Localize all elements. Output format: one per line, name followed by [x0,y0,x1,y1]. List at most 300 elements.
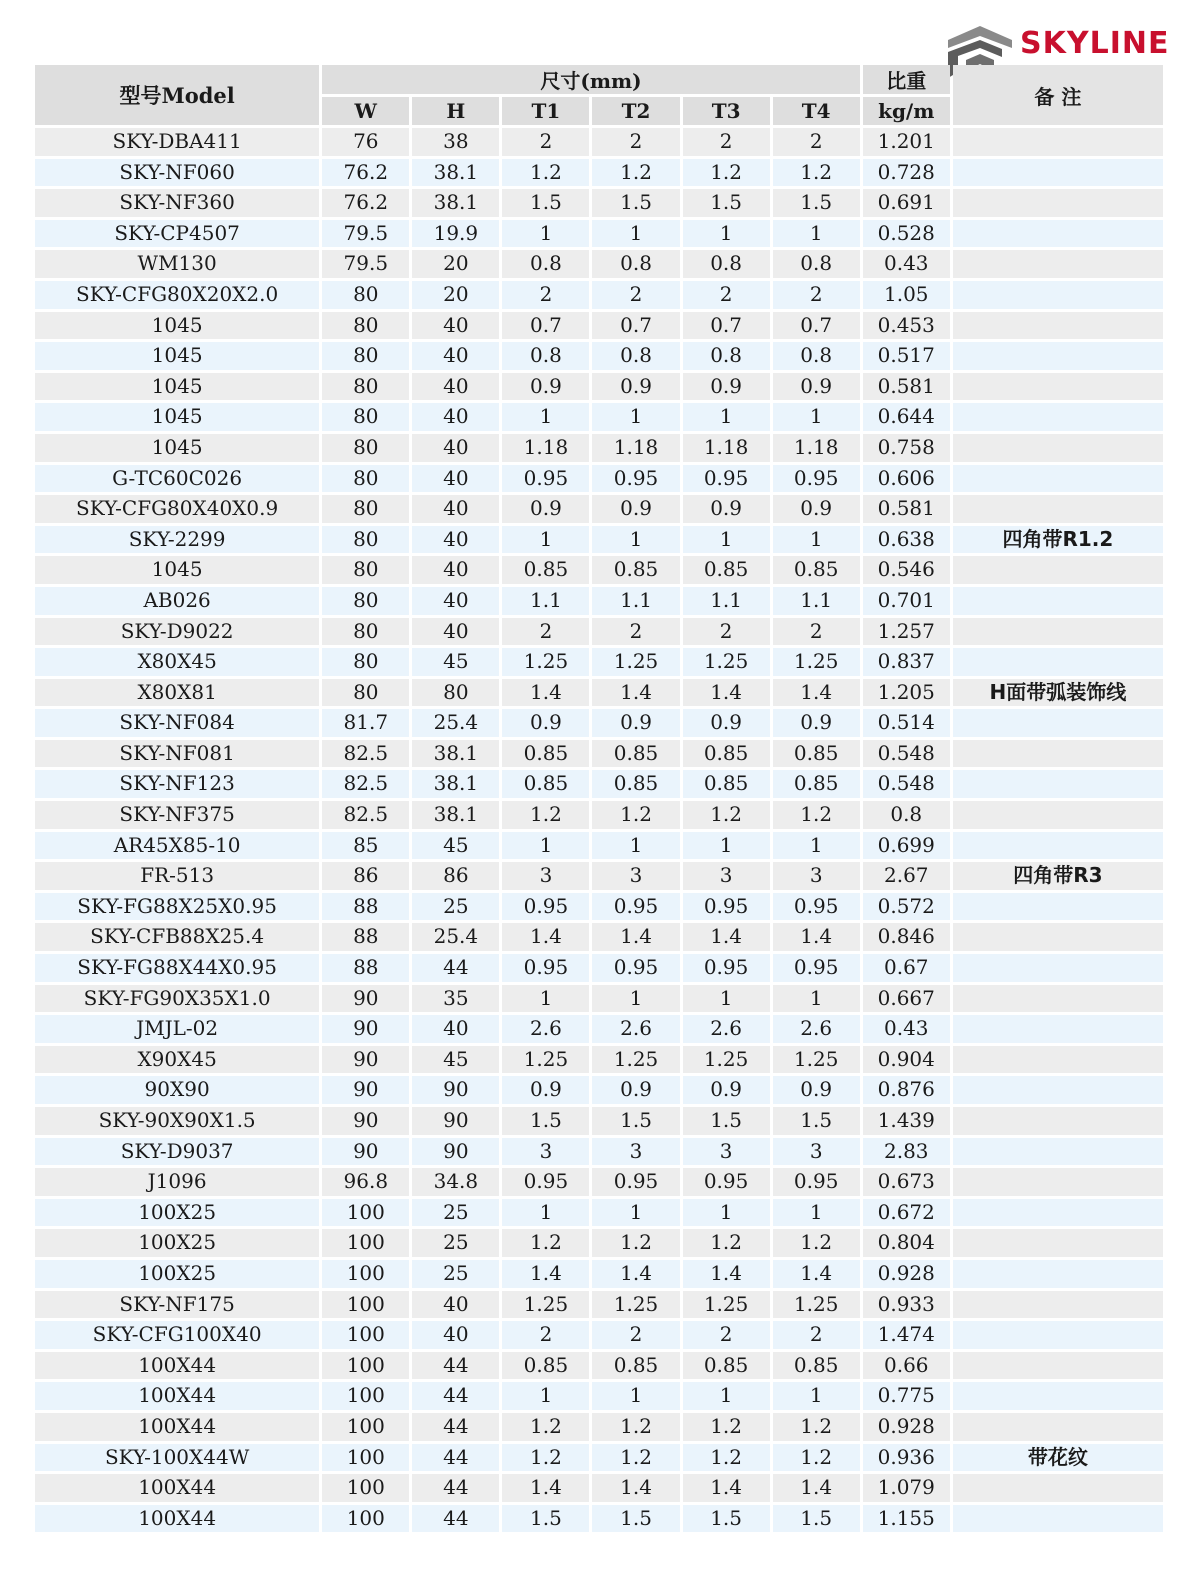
table-row [35,495,1163,523]
cell-note [953,770,1163,798]
cell-density: 1.439 [863,1107,950,1135]
cell-note [953,281,1163,309]
table-row [35,128,1163,156]
cell-t4: 1 [773,220,860,248]
cell-model: SKY-DBA411 [35,128,319,156]
cell-note [953,373,1163,401]
table-row [35,1505,1163,1533]
cell-model: 100X44 [35,1413,319,1441]
cell-t1: 1.5 [502,1505,589,1533]
cell-note [953,648,1163,676]
cell-density: 2.83 [863,1138,950,1166]
cell-t1: 2 [502,128,589,156]
cell-t1: 0.85 [502,740,589,768]
cell-t4: 2 [773,281,860,309]
cell-t1: 3 [502,862,589,890]
header-t4: T4 [773,97,860,125]
cell-note: 四角带R1.2 [953,526,1163,554]
header-model: 型号Model [35,65,319,125]
cell-t3: 1.2 [683,1229,770,1257]
cell-h: 40 [412,312,499,340]
table-row [35,556,1163,584]
cell-density: 0.528 [863,220,950,248]
cell-t3: 1.4 [683,1260,770,1288]
cell-w: 80 [322,618,409,646]
cell-model: SKY-NF360 [35,189,319,217]
cell-h: 40 [412,1015,499,1043]
cell-t4: 0.7 [773,312,860,340]
cell-t4: 1.4 [773,679,860,707]
cell-note [953,1199,1163,1227]
cell-t3: 1.2 [683,801,770,829]
table-row [35,1321,1163,1349]
table-row [35,1015,1163,1043]
table-row [35,862,1163,890]
cell-t1: 0.85 [502,556,589,584]
cell-t1: 0.9 [502,709,589,737]
cell-model: SKY-NF375 [35,801,319,829]
cell-h: 45 [412,648,499,676]
cell-t4: 1.2 [773,159,860,187]
cell-model: 100X25 [35,1260,319,1288]
cell-t1: 1.2 [502,159,589,187]
cell-model: SKY-NF123 [35,770,319,798]
cell-t2: 1 [592,985,679,1013]
cell-h: 35 [412,985,499,1013]
cell-w: 82.5 [322,770,409,798]
cell-h: 25.4 [412,923,499,951]
cell-t2: 1.4 [592,1474,679,1502]
cell-model: SKY-NF060 [35,159,319,187]
table-row [35,1076,1163,1104]
cell-note [953,985,1163,1013]
header-t2: T2 [592,97,679,125]
table-row [35,342,1163,370]
cell-t3: 1.4 [683,1474,770,1502]
cell-w: 80 [322,342,409,370]
cell-t3: 0.8 [683,342,770,370]
cell-t2: 1.2 [592,1413,679,1441]
cell-t4: 3 [773,1138,860,1166]
cell-t4: 1.4 [773,1474,860,1502]
cell-model: X80X81 [35,679,319,707]
cell-t3: 2 [683,618,770,646]
cell-h: 19.9 [412,220,499,248]
cell-t4: 1 [773,526,860,554]
cell-t1: 1.18 [502,434,589,462]
table-row [35,465,1163,493]
cell-h: 20 [412,281,499,309]
table-row [35,526,1163,554]
cell-w: 76.2 [322,159,409,187]
table-row [35,1413,1163,1441]
cell-w: 85 [322,832,409,860]
cell-t2: 1.25 [592,1046,679,1074]
cell-model: 100X25 [35,1199,319,1227]
cell-h: 38.1 [412,159,499,187]
cell-model: FR-513 [35,862,319,890]
cell-model: SKY-NF175 [35,1291,319,1319]
cell-t4: 1 [773,985,860,1013]
cell-h: 20 [412,250,499,278]
cell-t4: 0.9 [773,709,860,737]
cell-h: 40 [412,434,499,462]
cell-density: 0.638 [863,526,950,554]
cell-w: 96.8 [322,1168,409,1196]
cell-note [953,801,1163,829]
cell-t4: 1.2 [773,1229,860,1257]
cell-t3: 2 [683,128,770,156]
cell-t3: 1 [683,832,770,860]
cell-model: 1045 [35,403,319,431]
cell-w: 82.5 [322,740,409,768]
cell-note [953,740,1163,768]
cell-note [953,1168,1163,1196]
cell-t3: 0.85 [683,770,770,798]
cell-t1: 0.8 [502,250,589,278]
cell-t4: 2.6 [773,1015,860,1043]
cell-w: 100 [322,1260,409,1288]
cell-w: 86 [322,862,409,890]
cell-t1: 1.25 [502,648,589,676]
cell-model: 1045 [35,342,319,370]
cell-w: 90 [322,1046,409,1074]
table-row [35,709,1163,737]
cell-t1: 1.2 [502,801,589,829]
cell-w: 80 [322,403,409,431]
cell-h: 44 [412,1474,499,1502]
cell-t2: 2.6 [592,1015,679,1043]
cell-t4: 1 [773,1199,860,1227]
cell-t4: 1.18 [773,434,860,462]
cell-t4: 1.2 [773,1413,860,1441]
cell-model: JMJL-02 [35,1015,319,1043]
cell-model: X90X45 [35,1046,319,1074]
cell-density: 0.837 [863,648,950,676]
cell-t1: 2 [502,1321,589,1349]
table-row [35,434,1163,462]
cell-density: 0.581 [863,495,950,523]
cell-t2: 2 [592,281,679,309]
cell-t2: 1.2 [592,159,679,187]
cell-t3: 0.85 [683,556,770,584]
cell-t3: 1.4 [683,679,770,707]
cell-t2: 2 [592,618,679,646]
cell-note [953,923,1163,951]
cell-t3: 3 [683,862,770,890]
cell-model: 100X44 [35,1382,319,1410]
cell-note [953,1382,1163,1410]
cell-t2: 0.9 [592,373,679,401]
cell-h: 25 [412,893,499,921]
cell-model: SKY-NF084 [35,709,319,737]
cell-t4: 1.5 [773,189,860,217]
cell-h: 45 [412,1046,499,1074]
cell-t3: 1.5 [683,189,770,217]
cell-density: 0.933 [863,1291,950,1319]
table-row [35,1382,1163,1410]
cell-density: 0.758 [863,434,950,462]
cell-model: SKY-FG88X44X0.95 [35,954,319,982]
cell-w: 88 [322,923,409,951]
cell-t3: 0.95 [683,465,770,493]
cell-density: 0.876 [863,1076,950,1104]
cell-t3: 1.4 [683,923,770,951]
cell-h: 40 [412,403,499,431]
table-row [35,220,1163,248]
cell-t3: 0.9 [683,373,770,401]
table-row [35,648,1163,676]
cell-h: 44 [412,1505,499,1533]
cell-model: WM130 [35,250,319,278]
cell-h: 25 [412,1199,499,1227]
cell-density: 0.581 [863,373,950,401]
cell-density: 1.474 [863,1321,950,1349]
cell-density: 0.572 [863,893,950,921]
cell-t2: 1.4 [592,679,679,707]
cell-t2: 0.95 [592,465,679,493]
table-row [35,1352,1163,1380]
cell-h: 40 [412,495,499,523]
cell-density: 0.936 [863,1444,950,1472]
cell-t1: 0.95 [502,1168,589,1196]
cell-h: 40 [412,526,499,554]
cell-model: AR45X85-10 [35,832,319,860]
cell-t3: 2.6 [683,1015,770,1043]
table-header [35,65,1163,125]
cell-model: SKY-CFG80X20X2.0 [35,281,319,309]
cell-note [953,556,1163,584]
cell-note [953,1352,1163,1380]
cell-t1: 2 [502,281,589,309]
cell-w: 76.2 [322,189,409,217]
cell-note [953,403,1163,431]
table-body [35,128,1163,1532]
cell-w: 90 [322,985,409,1013]
cell-w: 80 [322,556,409,584]
cell-note [953,1138,1163,1166]
cell-note [953,1505,1163,1533]
cell-t1: 1 [502,220,589,248]
cell-w: 100 [322,1291,409,1319]
cell-note [953,465,1163,493]
cell-t2: 1.2 [592,1229,679,1257]
header-w: W [322,97,409,125]
table-row [35,740,1163,768]
cell-density: 0.514 [863,709,950,737]
cell-density: 0.546 [863,556,950,584]
cell-t2: 0.95 [592,954,679,982]
cell-w: 80 [322,465,409,493]
cell-w: 79.5 [322,220,409,248]
cell-t4: 1.4 [773,923,860,951]
table-row [35,832,1163,860]
cell-note [953,189,1163,217]
cell-note [953,587,1163,615]
cell-t2: 0.9 [592,495,679,523]
cell-t1: 0.95 [502,465,589,493]
cell-t1: 1 [502,985,589,1013]
cell-w: 79.5 [322,250,409,278]
cell-t1: 1.2 [502,1413,589,1441]
cell-w: 100 [322,1229,409,1257]
cell-note [953,1015,1163,1043]
cell-density: 0.606 [863,465,950,493]
cell-model: AB026 [35,587,319,615]
cell-note [953,954,1163,982]
cell-model: 1045 [35,312,319,340]
cell-t1: 3 [502,1138,589,1166]
spec-table [32,62,1166,1535]
cell-t1: 1.25 [502,1291,589,1319]
cell-note [953,128,1163,156]
cell-h: 25.4 [412,709,499,737]
cell-t1: 1.25 [502,1046,589,1074]
cell-t3: 1.2 [683,1444,770,1472]
cell-h: 40 [412,618,499,646]
table-row [35,1138,1163,1166]
table-row [35,985,1163,1013]
table-row [35,770,1163,798]
cell-t4: 1.25 [773,1046,860,1074]
cell-model: 90X90 [35,1076,319,1104]
cell-note [953,832,1163,860]
cell-t4: 0.85 [773,1352,860,1380]
cell-t4: 1.4 [773,1260,860,1288]
cell-w: 90 [322,1015,409,1043]
cell-t4: 0.95 [773,1168,860,1196]
cell-w: 90 [322,1107,409,1135]
cell-w: 81.7 [322,709,409,737]
cell-density: 0.701 [863,587,950,615]
cell-t4: 0.95 [773,954,860,982]
cell-t2: 0.7 [592,312,679,340]
cell-t3: 1.5 [683,1107,770,1135]
cell-t4: 1.25 [773,648,860,676]
cell-w: 80 [322,648,409,676]
cell-h: 38 [412,128,499,156]
table-row [35,281,1163,309]
cell-t1: 1.4 [502,1260,589,1288]
cell-density: 1.257 [863,618,950,646]
cell-note [953,1413,1163,1441]
cell-w: 90 [322,1076,409,1104]
cell-h: 40 [412,465,499,493]
cell-h: 38.1 [412,189,499,217]
cell-h: 38.1 [412,770,499,798]
cell-t1: 1.1 [502,587,589,615]
cell-t3: 1 [683,526,770,554]
cell-density: 0.644 [863,403,950,431]
cell-t4: 0.9 [773,495,860,523]
cell-note [953,250,1163,278]
logo-brand-text: SKYLINE [1020,26,1170,61]
cell-t2: 0.85 [592,556,679,584]
cell-density: 0.43 [863,1015,950,1043]
cell-model: SKY-2299 [35,526,319,554]
table-row [35,1444,1163,1472]
cell-t4: 1.5 [773,1505,860,1533]
cell-h: 45 [412,832,499,860]
cell-model: SKY-FG90X35X1.0 [35,985,319,1013]
cell-model: 100X25 [35,1229,319,1257]
cell-t1: 0.9 [502,495,589,523]
cell-t2: 1 [592,220,679,248]
cell-note [953,1260,1163,1288]
cell-t4: 0.85 [773,770,860,798]
cell-t4: 1.2 [773,801,860,829]
cell-t1: 1 [502,832,589,860]
cell-t2: 1.5 [592,1107,679,1135]
table-row [35,587,1163,615]
cell-model: SKY-CFB88X25.4 [35,923,319,951]
cell-w: 80 [322,679,409,707]
cell-note [953,495,1163,523]
cell-h: 40 [412,1321,499,1349]
cell-t2: 1 [592,832,679,860]
cell-density: 0.66 [863,1352,950,1380]
cell-h: 40 [412,373,499,401]
cell-t3: 1.25 [683,1291,770,1319]
cell-t1: 1 [502,526,589,554]
cell-t4: 0.85 [773,740,860,768]
cell-t3: 0.7 [683,312,770,340]
cell-t2: 1.2 [592,801,679,829]
cell-t1: 0.7 [502,312,589,340]
cell-t1: 0.85 [502,1352,589,1380]
cell-density: 0.691 [863,189,950,217]
cell-note [953,1321,1163,1349]
cell-w: 80 [322,587,409,615]
cell-t2: 1.4 [592,923,679,951]
cell-density: 0.67 [863,954,950,982]
cell-density: 0.904 [863,1046,950,1074]
cell-h: 44 [412,1382,499,1410]
cell-w: 88 [322,954,409,982]
cell-density: 0.804 [863,1229,950,1257]
cell-t3: 0.9 [683,495,770,523]
cell-t2: 0.95 [592,893,679,921]
cell-t3: 0.9 [683,1076,770,1104]
cell-h: 40 [412,587,499,615]
table-row [35,801,1163,829]
cell-t1: 1.5 [502,189,589,217]
cell-w: 90 [322,1138,409,1166]
cell-t2: 0.85 [592,770,679,798]
cell-t2: 1.5 [592,189,679,217]
cell-note [953,618,1163,646]
cell-density: 0.548 [863,770,950,798]
table-row [35,923,1163,951]
cell-density: 0.846 [863,923,950,951]
cell-w: 100 [322,1413,409,1441]
cell-note [953,434,1163,462]
cell-model: SKY-D9037 [35,1138,319,1166]
cell-h: 44 [412,1444,499,1472]
cell-w: 82.5 [322,801,409,829]
cell-t1: 1.4 [502,679,589,707]
cell-t2: 1 [592,1199,679,1227]
cell-t1: 2.6 [502,1015,589,1043]
cell-t3: 1.18 [683,434,770,462]
table-row [35,893,1163,921]
cell-density: 1.205 [863,679,950,707]
cell-density: 0.517 [863,342,950,370]
cell-t1: 0.9 [502,1076,589,1104]
cell-t2: 3 [592,1138,679,1166]
table-row [35,1046,1163,1074]
cell-t4: 0.95 [773,893,860,921]
